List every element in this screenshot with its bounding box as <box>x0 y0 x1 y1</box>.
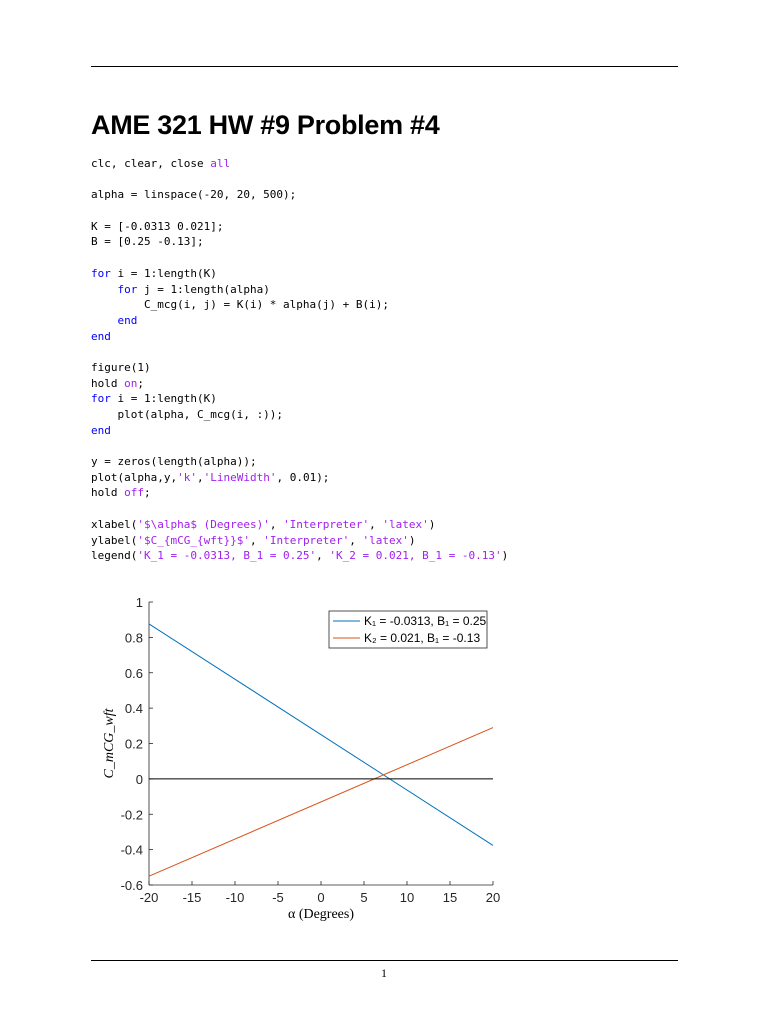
code-text: plot(alpha,y, <box>91 470 178 484</box>
code-text: K = [-0.0313 0.021]; <box>91 219 224 233</box>
code-line <box>91 376 508 392</box>
code-text: C_mcg(i, j) = K(i) * alpha(j) + B(i); <box>91 298 390 312</box>
code-line <box>91 344 508 360</box>
code-text: ) <box>428 517 436 531</box>
y-tick-label: -0.6 <box>120 878 143 893</box>
x-axis-label: α (Degrees) <box>287 907 355 922</box>
code-string: 'latex' <box>382 517 429 531</box>
y-tick-label: -0.4 <box>120 842 143 858</box>
code-line <box>91 203 508 219</box>
code-string: 'k' <box>177 470 197 484</box>
code-string: 'K_2 = 0.021, B_1 = -0.13' <box>329 549 502 563</box>
code-line <box>91 266 508 282</box>
code-line <box>91 360 508 376</box>
code-text: clc, clear, close <box>91 157 211 170</box>
code-string: 'Interpreter' <box>283 517 370 531</box>
code-keyword: end <box>117 313 138 327</box>
code-text: i = 1:length(K) <box>110 266 217 280</box>
code-line <box>91 485 508 501</box>
code-text: B = [0.25 -0.13]; <box>91 235 204 249</box>
code-line <box>91 234 508 250</box>
code-line <box>91 391 508 407</box>
code-text: alpha = linspace(-20, 20, 500); <box>91 188 297 202</box>
code-line <box>91 470 508 486</box>
code-text: , <box>349 533 363 547</box>
code-text: , <box>249 533 264 547</box>
code-text: , <box>269 517 284 531</box>
code-text: legend( <box>91 549 138 563</box>
series-line-2 <box>149 728 493 877</box>
code-text <box>91 314 118 327</box>
code-string: 'LineWidth' <box>203 470 277 484</box>
header-rule <box>91 66 678 67</box>
code-keyword: for <box>91 392 111 406</box>
x-tick-label: 15 <box>442 890 458 905</box>
code-line <box>91 250 508 266</box>
code-line <box>91 517 508 533</box>
y-tick-label: 0.2 <box>124 736 143 752</box>
code-line <box>91 548 508 564</box>
code-text: plot(alpha, C_mcg(i, :)); <box>91 408 284 421</box>
code-text: , <box>196 470 204 484</box>
code-text: ) <box>501 549 509 563</box>
y-tick-label: -0.2 <box>120 807 143 823</box>
code-string: 'Interpreter' <box>263 533 350 547</box>
y-tick-label: 0 <box>135 771 143 787</box>
x-tick-label: 10 <box>399 890 415 905</box>
code-line <box>91 423 508 439</box>
code-string: all <box>210 157 231 170</box>
footer-rule <box>91 960 678 961</box>
code-keyword: end <box>91 329 111 343</box>
x-tick-label: 20 <box>485 890 501 905</box>
code-line <box>91 219 508 235</box>
y-tick-label: 1 <box>135 595 143 610</box>
code-text: j = 1:length(alpha) <box>137 282 270 296</box>
code-line <box>91 172 508 188</box>
code-keyword: for <box>117 282 138 296</box>
code-block <box>91 156 508 564</box>
code-text: , <box>316 549 330 563</box>
x-tick-label: 0 <box>317 890 325 905</box>
code-text: hold <box>91 486 125 500</box>
x-tick-label: -5 <box>272 890 284 905</box>
code-text: xlabel( <box>91 517 138 531</box>
code-string: off <box>124 486 144 500</box>
code-text: ) <box>408 533 416 547</box>
code-text <box>91 283 118 296</box>
y-axis-label: C_mCG_wft <box>102 708 117 779</box>
code-keyword: end <box>91 423 111 437</box>
code-text: ; <box>144 486 151 500</box>
x-tick-label: -20 <box>139 890 159 905</box>
code-keyword: for <box>91 266 111 280</box>
y-tick-label: 0.6 <box>124 665 143 681</box>
code-line <box>91 438 508 454</box>
page-number: 1 <box>381 966 387 980</box>
legend-entry-2: K₂ = 0.021, B₁ = -0.13 <box>364 631 481 645</box>
legend-entry-1: K₁ = -0.0313, B₁ = 0.25 <box>364 614 487 628</box>
code-text: i = 1:length(K) <box>110 392 217 406</box>
line-chart <box>95 590 515 930</box>
series-line-1 <box>149 624 493 846</box>
code-text: ylabel( <box>91 533 138 547</box>
code-line <box>91 156 508 172</box>
code-text: hold <box>91 376 125 390</box>
y-tick-label: 0.4 <box>124 701 143 717</box>
code-line <box>91 297 508 313</box>
code-text: , 0.01); <box>276 470 330 484</box>
code-line <box>91 501 508 517</box>
y-tick-label: 0.8 <box>124 630 143 646</box>
page-title: AME 321 HW #9 Problem #4 <box>91 110 440 140</box>
code-line <box>91 282 508 298</box>
code-string: '$C_{mCG_{wft}}$' <box>137 533 250 547</box>
x-tick-label: -10 <box>225 890 245 905</box>
code-text: , <box>369 517 383 531</box>
code-line <box>91 454 508 470</box>
code-text: y = zeros(length(alpha)); <box>91 455 257 469</box>
code-string: 'latex' <box>362 533 409 547</box>
code-line <box>91 313 508 329</box>
x-tick-label: 5 <box>360 890 368 905</box>
code-string: 'K_1 = -0.0313, B_1 = 0.25' <box>137 549 317 563</box>
x-tick-label: -15 <box>182 890 202 905</box>
code-string: '$\alpha$ (Degrees)' <box>137 517 270 531</box>
code-string: on <box>124 376 138 390</box>
code-line <box>91 187 508 203</box>
code-line <box>91 533 508 549</box>
code-line <box>91 407 508 423</box>
code-text: ; <box>137 376 144 390</box>
code-line <box>91 329 508 345</box>
code-text: figure(1) <box>91 360 151 374</box>
